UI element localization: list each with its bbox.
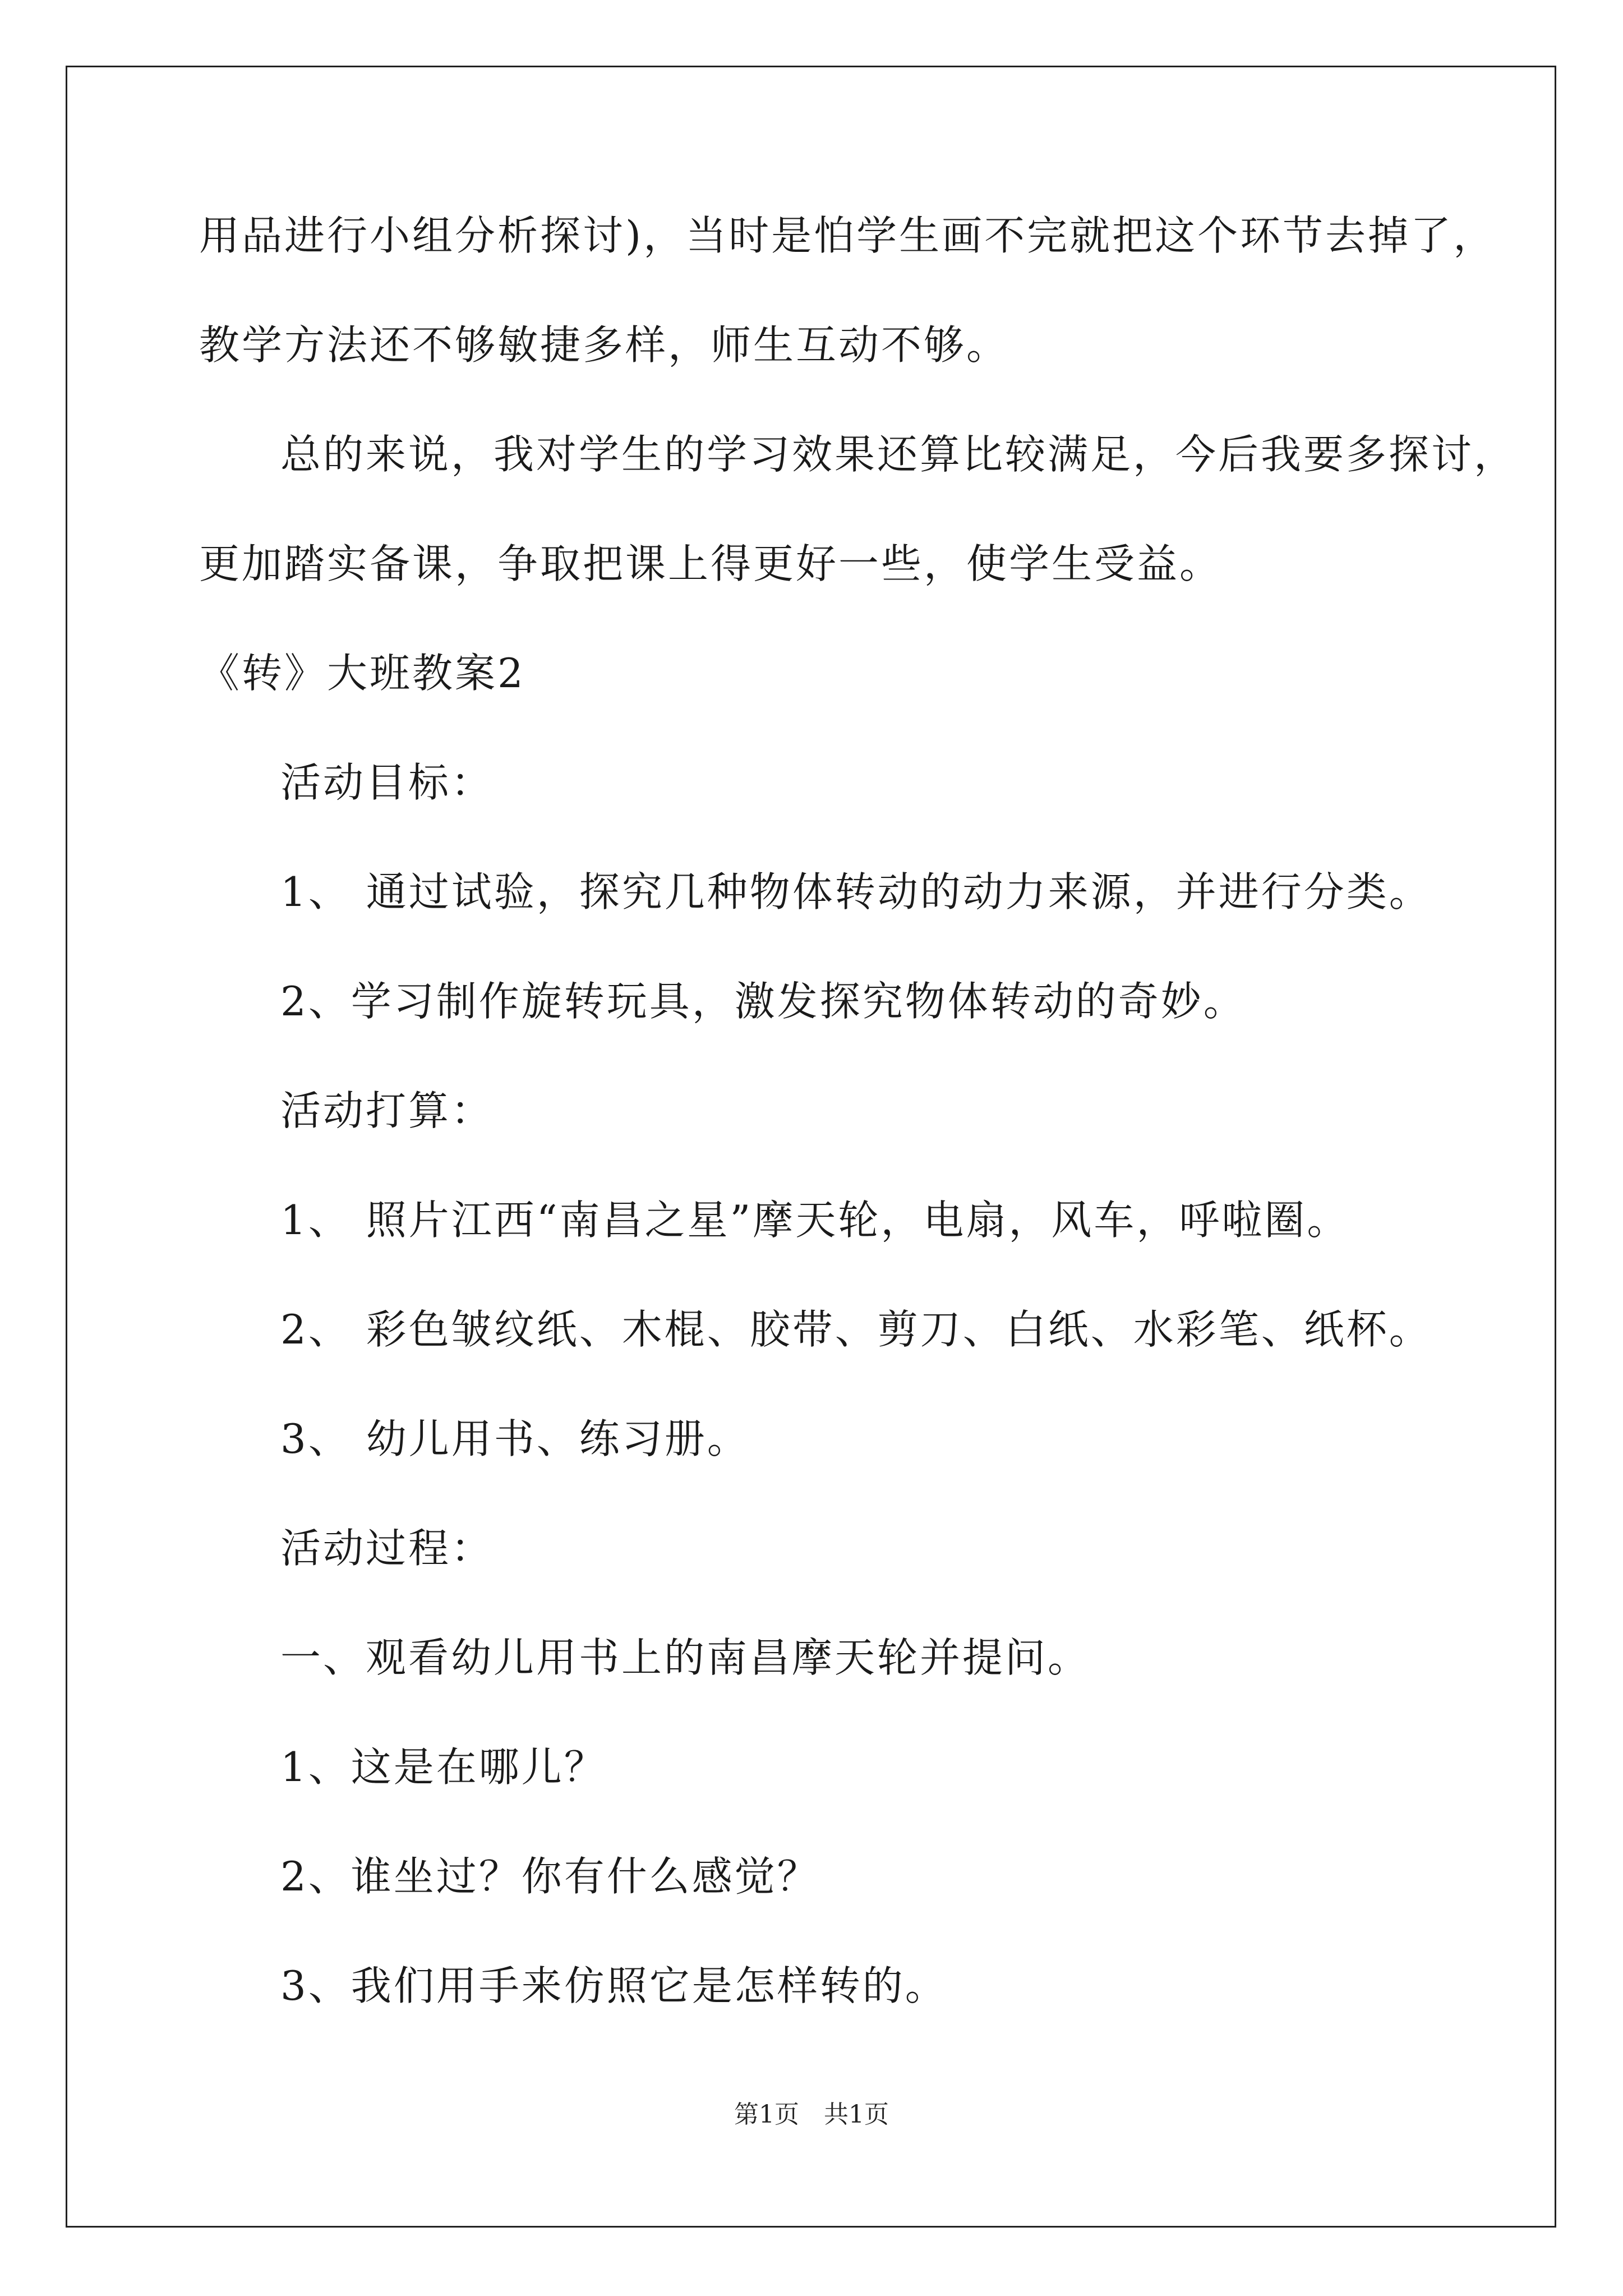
section-title: 《转》大班教案2 bbox=[199, 650, 525, 697]
subheading: 活动打算： bbox=[280, 1087, 494, 1134]
paragraph-line: 用品进行小组分析探讨)，当时是怕学生画不完就把这个环节去掉了， bbox=[199, 212, 1496, 259]
page-footer: 第1页 共1页 bbox=[734, 2100, 889, 2129]
paragraph-line: 总的来说，我对学生的学习效果还算比较满足，今后我要多探讨， bbox=[280, 431, 1517, 478]
subheading: 活动目标： bbox=[280, 759, 494, 806]
list-item: 3、 幼儿用书、练习册。 bbox=[280, 1415, 750, 1462]
paragraph-line: 教学方法还不够敏捷多样，师生互动不够。 bbox=[199, 321, 1009, 369]
list-item: 1、这是在哪儿？ bbox=[280, 1743, 607, 1791]
list-item: 1、 通过试验，探究几种物体转动的动力来源，并进行分类。 bbox=[280, 868, 1432, 915]
list-item: 2、学习制作旋转玩具，激发探究物体转动的奇妙。 bbox=[280, 978, 1246, 1025]
paragraph-line: 更加踏实备课，争取把课上得更好一些，使学生受益。 bbox=[199, 540, 1223, 587]
list-item: 1、 照片江西“南昌之星”摩天轮，电扇，风车，呼啦圈。 bbox=[280, 1197, 1350, 1244]
subheading: 活动过程： bbox=[280, 1525, 494, 1572]
list-item: 3、我们用手来仿照它是怎样转的。 bbox=[280, 1962, 948, 2009]
list-item: 2、谁坐过？你有什么感觉？ bbox=[280, 1853, 820, 1900]
list-item: 2、 彩色皱纹纸、木棍、胶带、剪刀、白纸、水彩笔、纸杯。 bbox=[280, 1306, 1432, 1353]
list-item: 一、观看幼儿用书上的南昌摩天轮并提问。 bbox=[280, 1634, 1091, 1681]
